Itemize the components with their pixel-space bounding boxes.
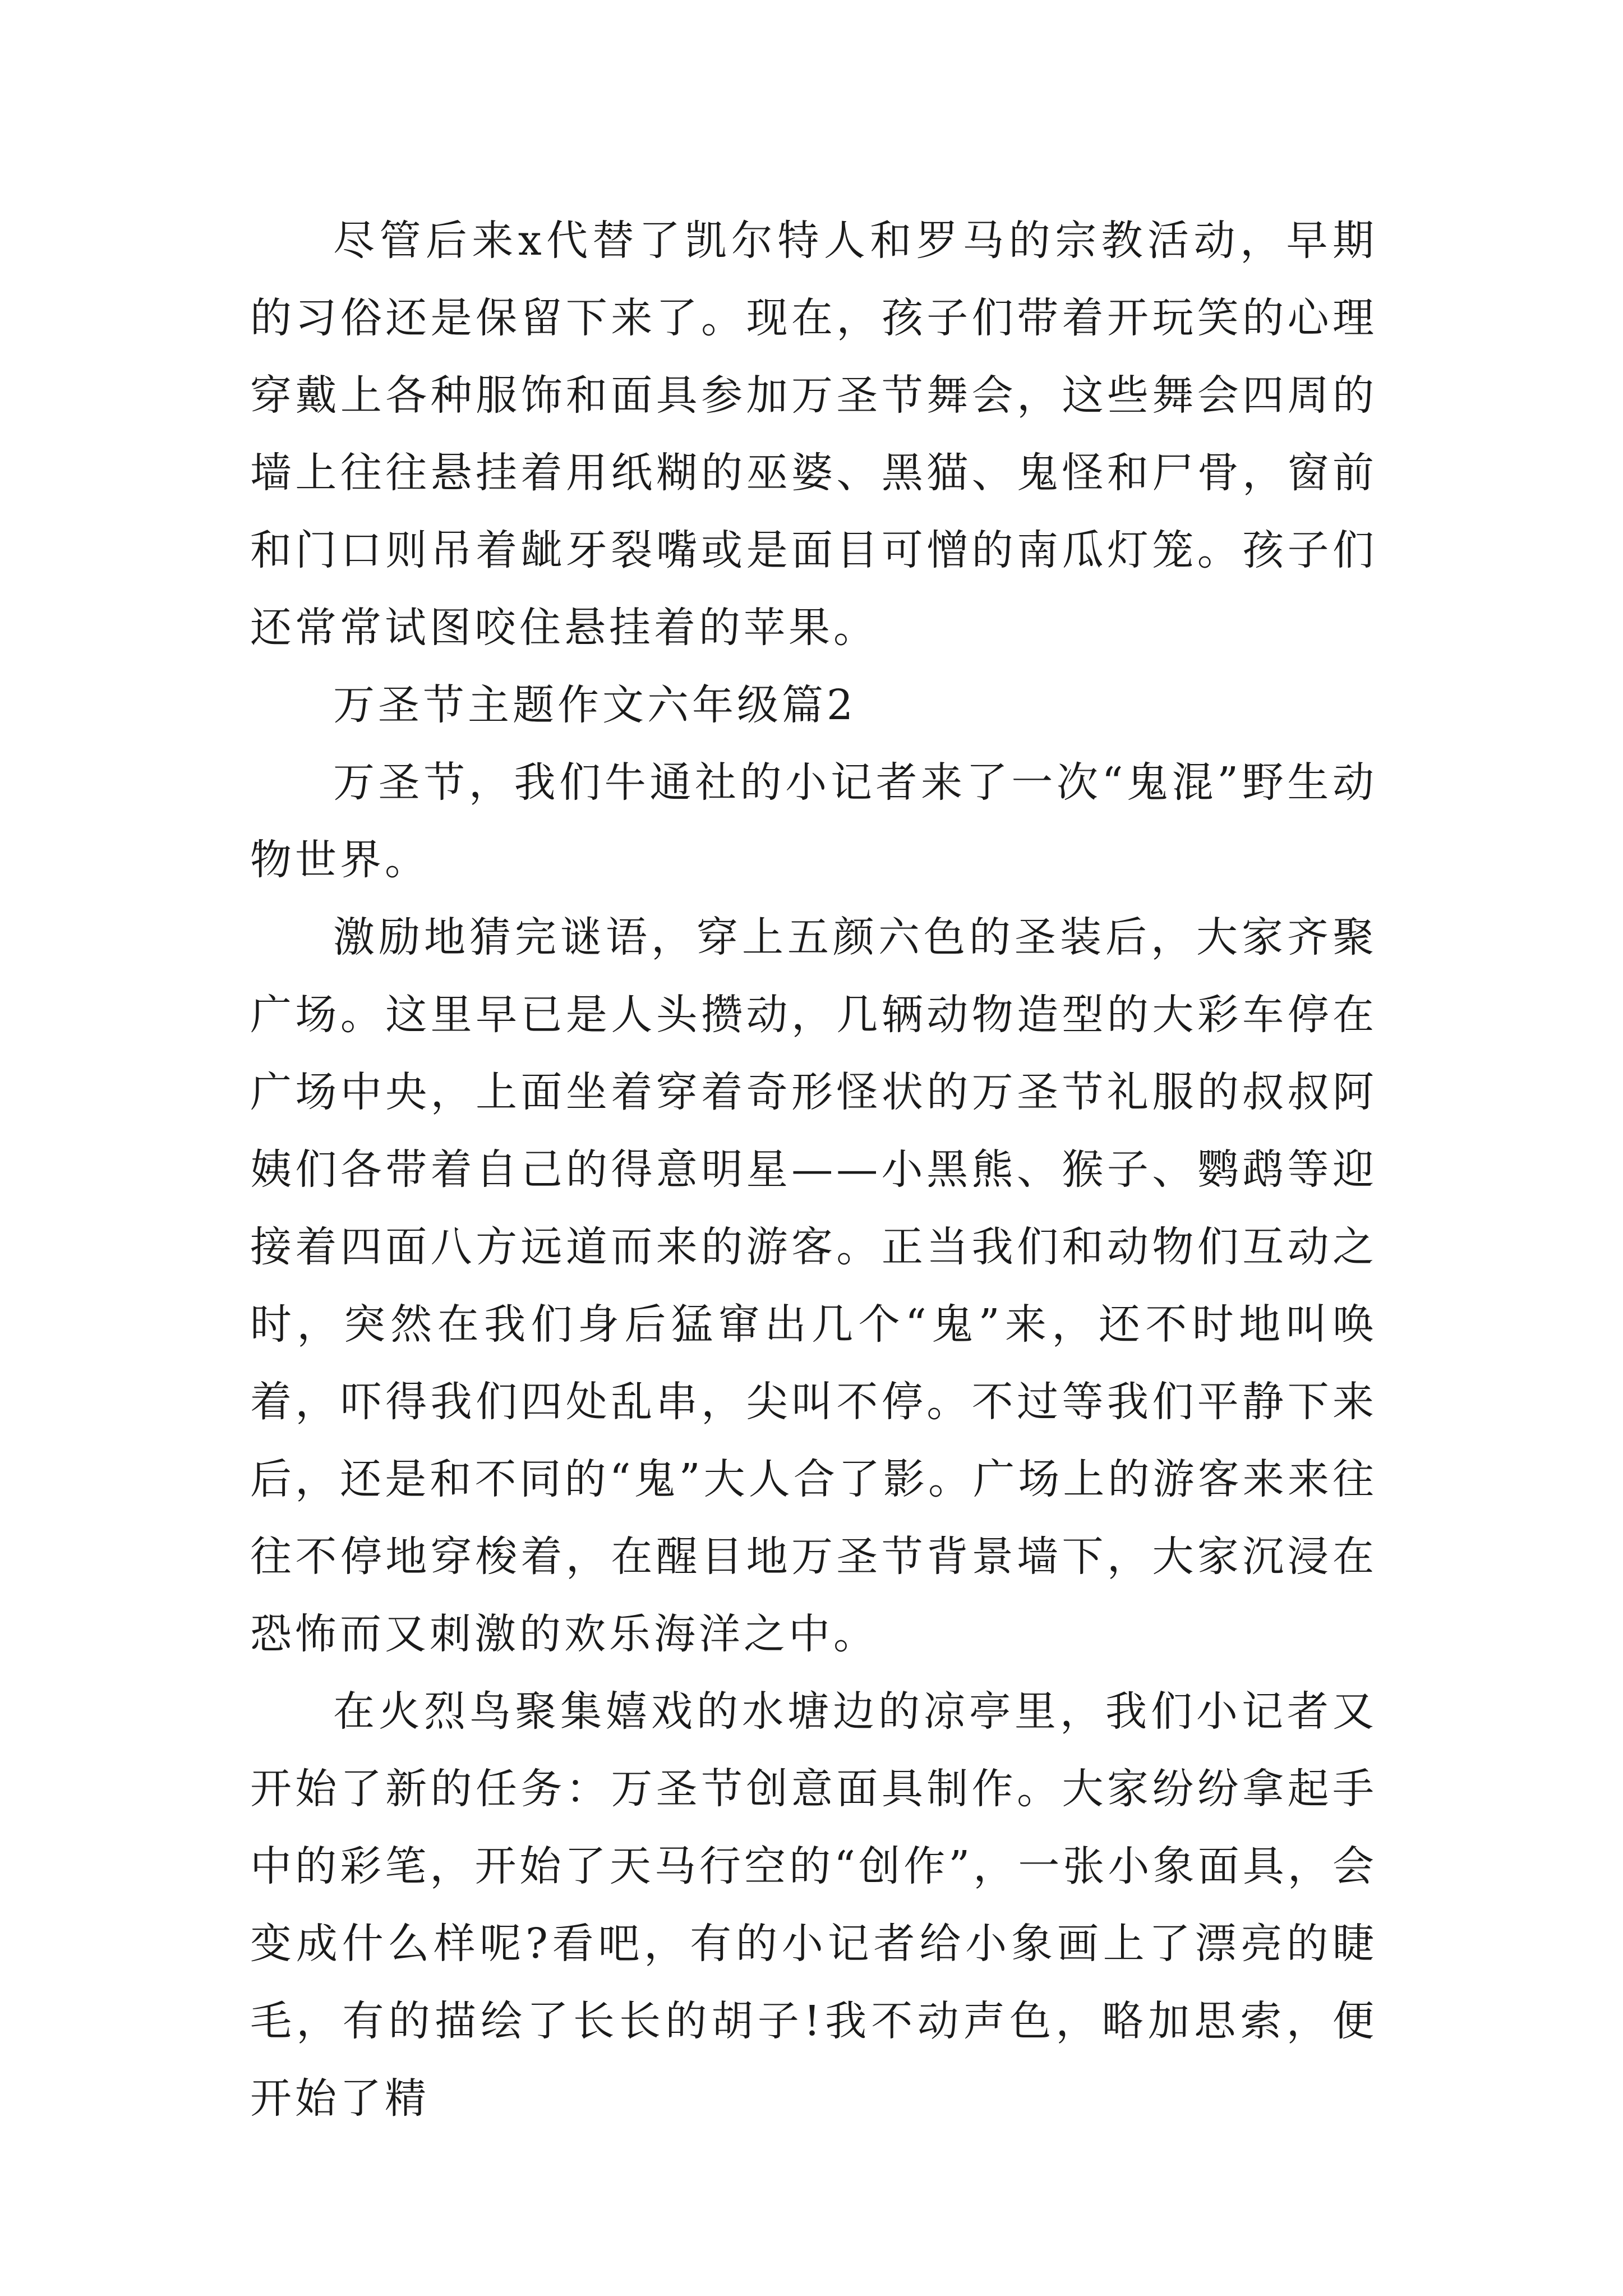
paragraph-intro: 万圣节，我们牛通社的小记者来了一次“鬼混”野生动物世界。 — [250, 758, 1377, 884]
section-heading: 万圣节主题作文六年级篇2 — [333, 681, 857, 729]
paragraph-customs: 尽管后来x代替了凯尔特人和罗马的宗教活动，早期的习俗还是保留下来了。现在，孩子们带着开玩笑的心理穿戴上各种服饰和面具参加万圣节舞会，这些舞会四周的墙上往往悬挂着用纸糊的巫婆、黑猫、鬼怪和尸骨，窗前和门口则吊着龇牙裂嘴或是面目可憎的南瓜灯笼。孩子们还常常试图咬住悬挂着的苹果。 — [250, 217, 1377, 652]
paragraph-plaza: 激励地猜完谜语，穿上五颜六色的圣装后，大家齐聚广场。这里早已是人头攒动，几辆动物造型的大彩车停在广场中央，上面坐着穿着奇形怪状的万圣节礼服的叔叔阿姨们各带着自己的得意明星——小黑熊、猴子、鹦鹉等迎接着四面八方远道而来的游客。正当我们和动物们互动之时，突然在我们身后猛窜出几个“鬼”来，还不时地叫唤着，吓得我们四处乱串，尖叫不停。不过等我们平静下来后，还是和不同的“鬼”大人合了影。广场上的游客来来往往不停地穿梭着，在醒目地万圣节背景墙下，大家沉浸在恐怖而又刺激的欢乐海洋之中。 — [250, 913, 1377, 1658]
body-text — [250, 202, 1377, 2137]
paragraph-mask-making: 在火烈鸟聚集嬉戏的水塘边的凉亭里，我们小记者又开始了新的任务：万圣节创意面具制作。大家纷纷拿起手中的彩笔，开始了天马行空的“创作”，一张小象面具，会变成什么样呢?看吧，有的小记者给小象画上了漂亮的睫毛，有的描绘了长长的胡子!我不动声色，略加思索，便开始了精 — [250, 1687, 1377, 2123]
